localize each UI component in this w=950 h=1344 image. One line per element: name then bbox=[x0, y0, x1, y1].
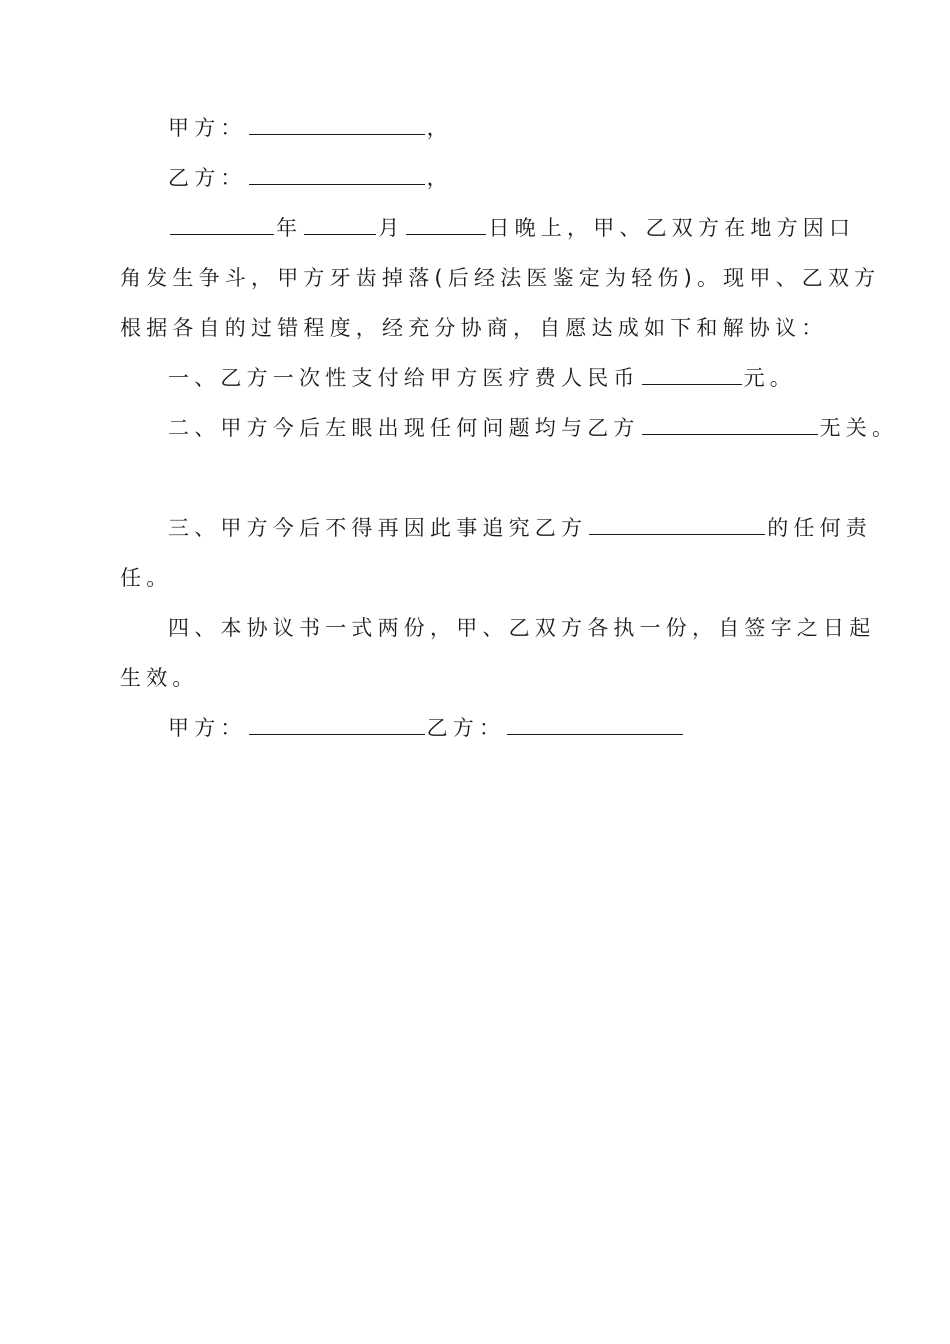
party-a-line bbox=[168, 116, 888, 140]
signature-party-a-blank bbox=[249, 716, 425, 735]
clause-3-text: 三、甲方今后不得再因此事追究乙方 bbox=[168, 516, 588, 540]
day-blank bbox=[406, 216, 486, 235]
clause-4-line-2: 生效。 bbox=[120, 666, 199, 690]
clause-3-tail: 的任何责 bbox=[767, 516, 873, 540]
clause-2-blank bbox=[642, 416, 818, 435]
party-b-blank bbox=[249, 166, 425, 185]
intro-line-3 bbox=[120, 316, 840, 340]
intro-line-3-text: 根据各自的过错程度，经充分协商，自愿达成如下和解协议： bbox=[120, 316, 828, 340]
party-b-label: 乙方： bbox=[168, 166, 247, 190]
party-b-tail: ， bbox=[426, 166, 453, 190]
intro-line-1 bbox=[168, 216, 888, 240]
signature-line bbox=[168, 716, 888, 740]
year-suffix: 年 bbox=[276, 216, 303, 240]
party-b-line bbox=[168, 166, 888, 190]
clause-3-line-2: 任。 bbox=[120, 566, 173, 590]
clause-4-continuation bbox=[120, 666, 840, 690]
signature-party-b-blank bbox=[507, 716, 683, 735]
clause-1-tail: 元。 bbox=[743, 366, 797, 390]
clause-1-text: 一、乙方一次性支付给甲方医疗费人民币 bbox=[168, 366, 640, 390]
month-suffix: 月 bbox=[378, 216, 405, 240]
intro-line-2-text: 角发生争斗，甲方牙齿掉落(后经法医鉴定为轻伤)。现甲、乙双方 bbox=[120, 266, 881, 290]
party-a-blank bbox=[249, 116, 425, 135]
clause-1 bbox=[168, 366, 888, 390]
intro-line-2 bbox=[120, 266, 881, 290]
signature-party-b-label: 乙方： bbox=[426, 716, 506, 740]
signature-party-a-label: 甲方： bbox=[168, 716, 247, 740]
party-a-tail: ， bbox=[426, 116, 453, 140]
party-a-label: 甲方： bbox=[168, 116, 247, 140]
clause-1-blank bbox=[642, 366, 742, 385]
clause-2-text: 二、甲方今后左眼出现任何问题均与乙方 bbox=[168, 416, 640, 440]
clause-4 bbox=[168, 616, 888, 640]
month-blank bbox=[304, 216, 376, 235]
clause-2-tail: 无关。 bbox=[819, 416, 899, 440]
clause-2 bbox=[168, 416, 899, 440]
clause-3-continuation bbox=[120, 566, 840, 590]
clause-3-blank bbox=[589, 516, 765, 535]
clause-3 bbox=[168, 516, 888, 540]
intro-line-1-rest: 日晚上，甲、乙双方在地方因口 bbox=[488, 216, 856, 240]
year-blank bbox=[170, 216, 274, 235]
clause-4-line-1: 四、本协议书一式两份，甲、乙双方各执一份，自签字之日起 bbox=[168, 616, 876, 640]
